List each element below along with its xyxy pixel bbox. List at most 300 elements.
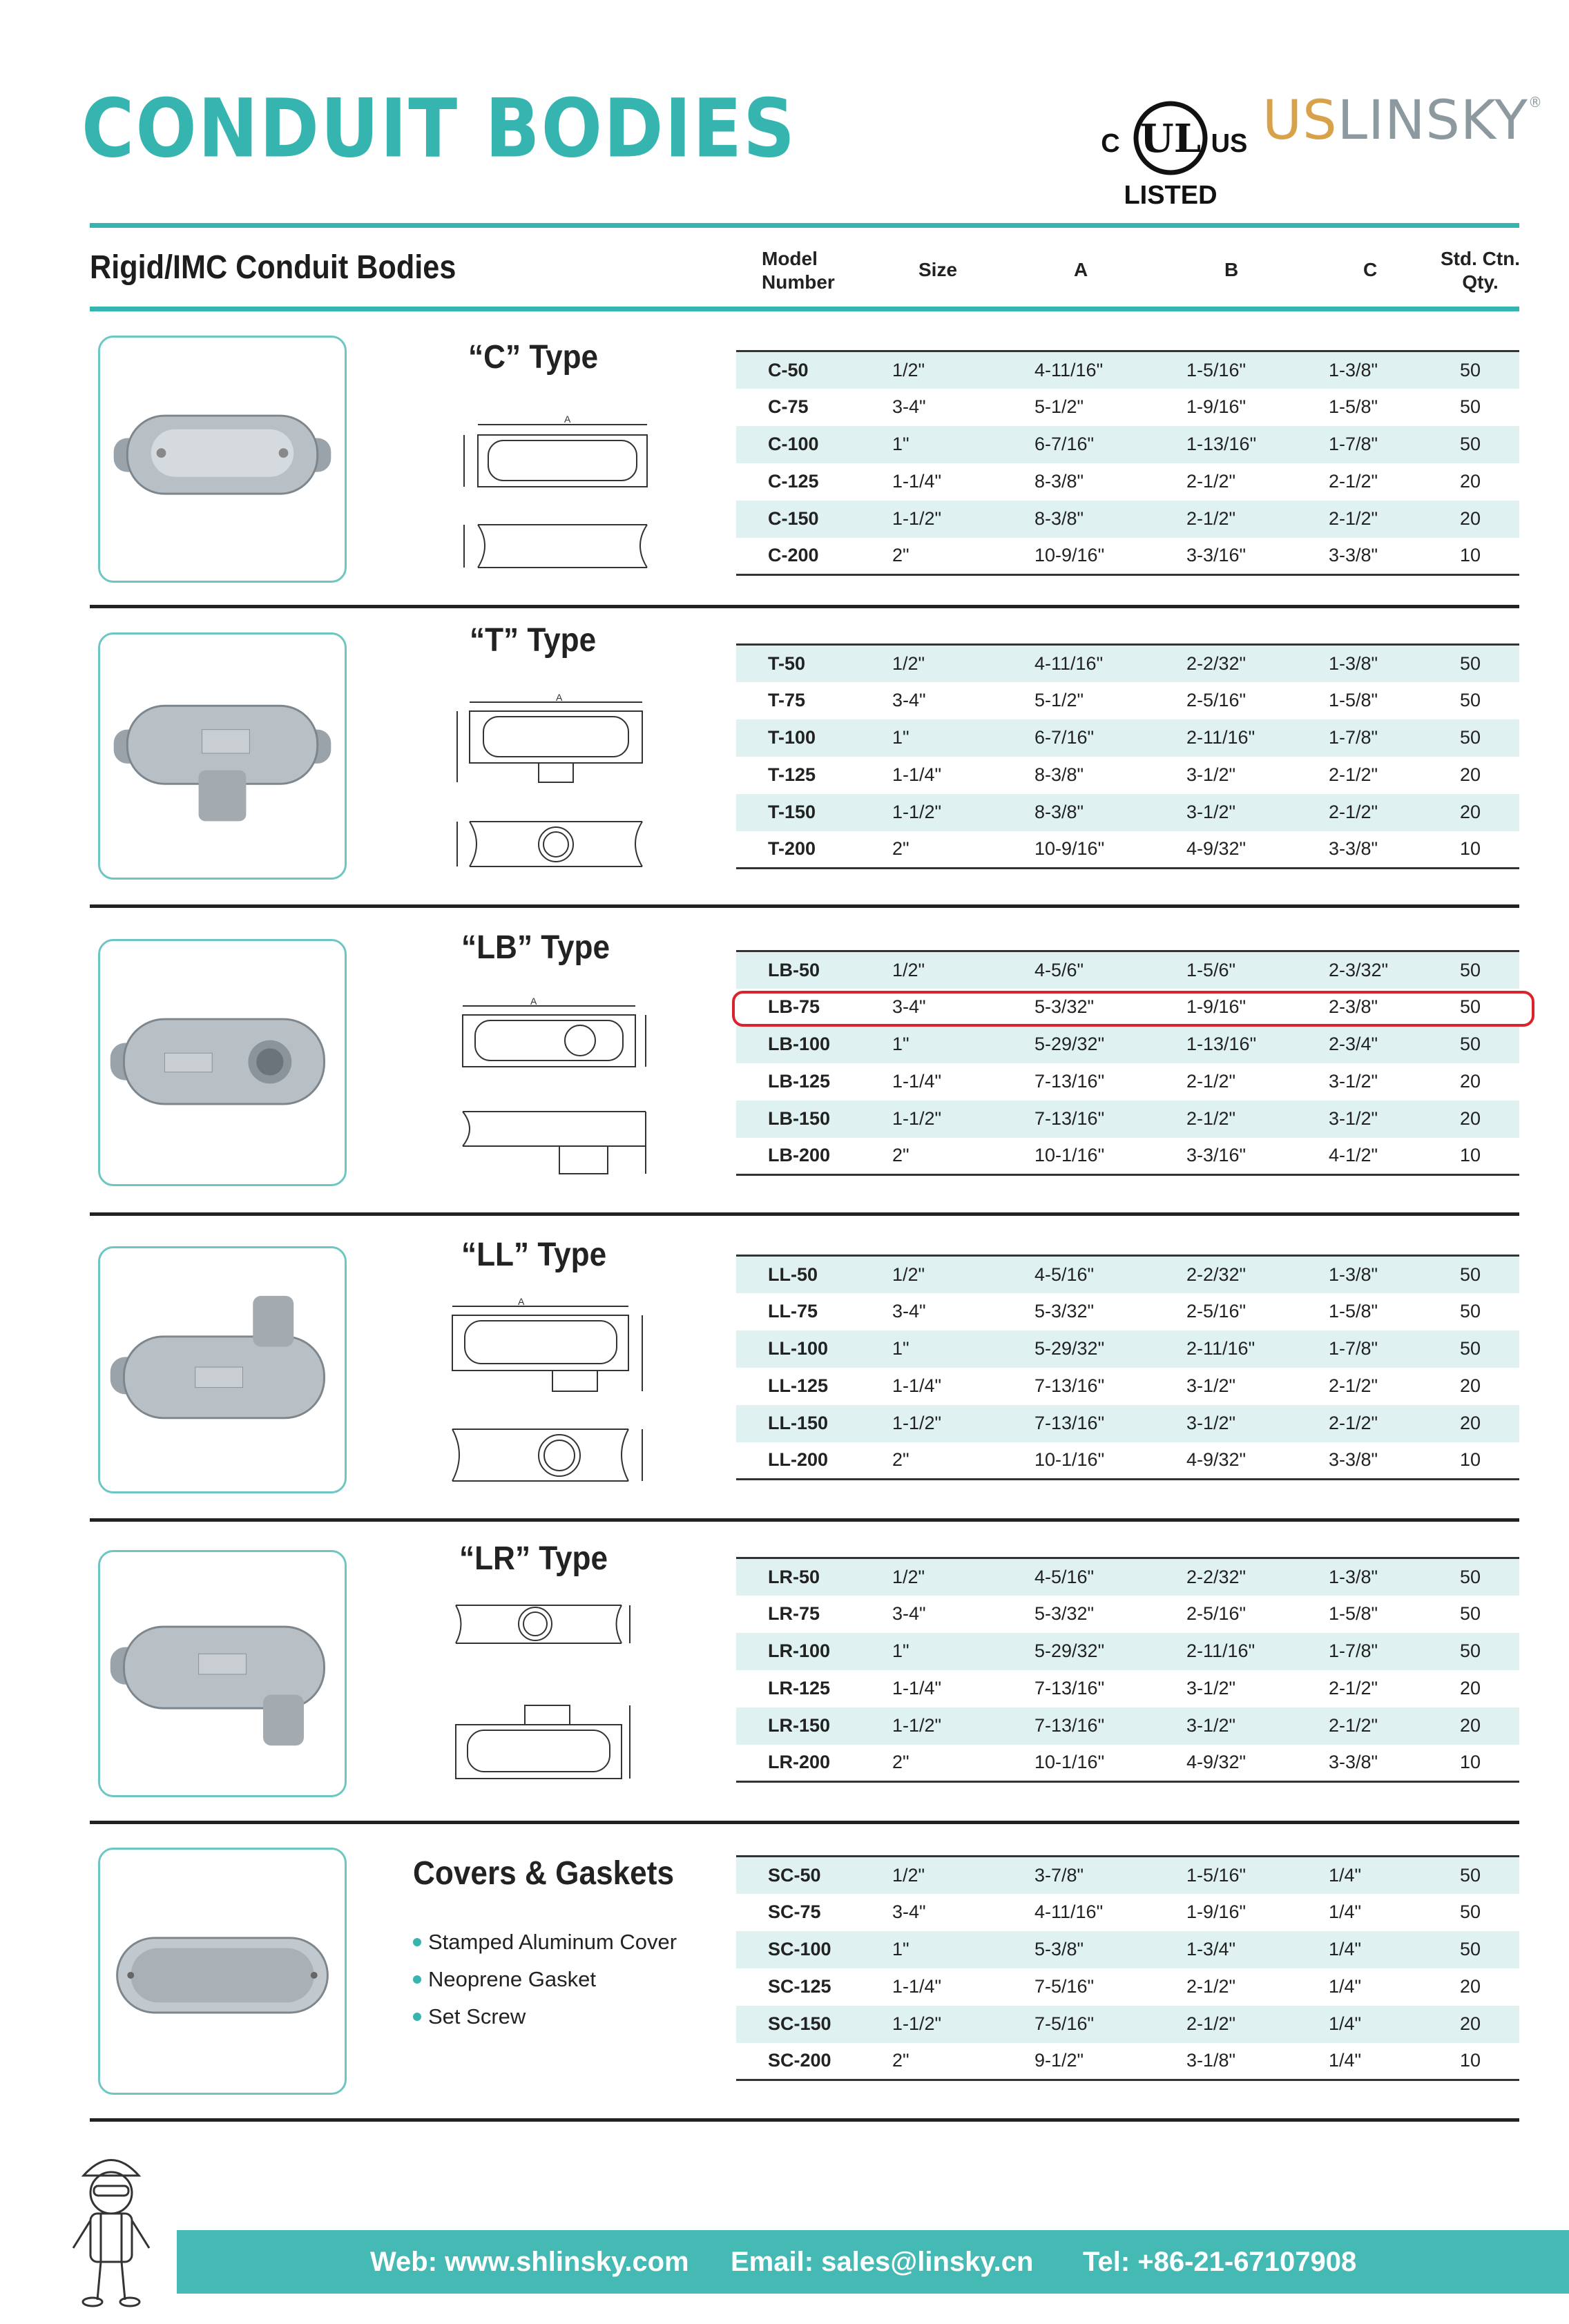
- table-cell: 1-1/4": [892, 764, 942, 785]
- table-cell: LL-75: [768, 1301, 818, 1321]
- table-cell: LB-50: [736, 951, 892, 989]
- ll-type-drawing: [442, 1298, 663, 1491]
- table-cell: 20: [1460, 1678, 1481, 1698]
- table-cell: 2-1/2": [1186, 2006, 1329, 2043]
- table-cell: 2-1/2": [1329, 1375, 1378, 1396]
- table-cell: 50: [1460, 690, 1481, 710]
- table-cell: 1-3/8": [1329, 351, 1432, 389]
- table-cell: 1-7/8": [1329, 719, 1432, 757]
- table-cell: 5-29/32": [1034, 1330, 1186, 1368]
- svg-text:A: A: [564, 414, 571, 425]
- table-row: [736, 351, 1519, 389]
- table-cell: 50: [1460, 1301, 1481, 1321]
- table-row: [736, 538, 1519, 575]
- table-cell: 3-3/16": [1186, 1145, 1246, 1166]
- table-cell: 2-2/32": [1186, 645, 1329, 682]
- table-cell: 2": [892, 545, 909, 566]
- table-cell: 2-1/2": [1329, 471, 1378, 492]
- c-type-drawing: [450, 414, 657, 587]
- table-cell: 2-1/2": [1186, 501, 1329, 538]
- brand-part2: LINSKY: [1337, 90, 1528, 152]
- table-cell: 20: [1432, 794, 1519, 831]
- table-cell: 7-13/16": [1034, 1071, 1105, 1092]
- col-model: Model Number: [762, 248, 835, 293]
- table-row: [736, 1063, 1519, 1101]
- table-cell: 1/2": [892, 1857, 1034, 1894]
- footer-email: Email: sales@linsky.cn: [731, 2246, 1034, 2277]
- col-size: Size: [918, 259, 958, 280]
- table-cell: 1": [892, 426, 1034, 463]
- table-cell: 2-1/2": [1186, 1101, 1329, 1138]
- table-cell: 3-4": [892, 1301, 926, 1321]
- table-cell: LL-50: [736, 1256, 892, 1293]
- table-cell: LL-150: [736, 1405, 892, 1442]
- table-cell: 50: [1432, 1931, 1519, 1968]
- svg-text:A: A: [530, 998, 537, 1007]
- section-subtitle: Rigid/IMC Conduit Bodies: [90, 249, 456, 286]
- table-row: [736, 951, 1519, 989]
- lr-type-title: “LR” Type: [459, 1540, 608, 1577]
- brand-part1: US: [1262, 90, 1338, 152]
- list-item: Stamped Aluminum Cover: [413, 1924, 677, 1961]
- table-row: [736, 719, 1519, 757]
- table-cell: 2-1/2": [1186, 1976, 1236, 1997]
- table-cell: 1-5/8": [1329, 1603, 1378, 1624]
- table-cell: 50: [1432, 1857, 1519, 1894]
- table-row: [736, 2043, 1519, 2080]
- table-cell: 3-1/8": [1186, 2050, 1236, 2071]
- lb-type-table: [736, 950, 1519, 1176]
- table-row: [736, 1857, 1519, 1894]
- table-cell: LL-200: [768, 1449, 829, 1471]
- table-cell: LB-100: [736, 1026, 892, 1063]
- table-row: [736, 1894, 1519, 1931]
- table-cell: 3-1/2": [1186, 1405, 1329, 1442]
- table-cell: 8-3/8": [1034, 501, 1186, 538]
- table-cell: 1/4": [1329, 2006, 1432, 2043]
- table-cell: 1-1/2": [892, 794, 1034, 831]
- table-cell: 2-1/2": [1186, 471, 1236, 492]
- table-cell: C-100: [736, 426, 892, 463]
- table-cell: 50: [1460, 1901, 1481, 1922]
- table-cell: 2-11/16": [1186, 1330, 1329, 1368]
- table-cell: 1/4": [1329, 1976, 1362, 1997]
- table-cell: 20: [1432, 2006, 1519, 2043]
- table-cell: 3-4": [892, 690, 926, 710]
- table-cell: 4-11/16": [1034, 351, 1186, 389]
- table-cell: 2-1/2": [1329, 764, 1378, 785]
- table-row: [736, 2006, 1519, 2043]
- table-cell: 2": [892, 1449, 909, 1471]
- table-cell: 1": [892, 1330, 1034, 1368]
- table-cell: C-200: [768, 545, 819, 566]
- col-b: B: [1224, 259, 1239, 280]
- table-cell: 3-1/2": [1186, 1707, 1329, 1745]
- highlighted-row-outline: [732, 991, 1534, 1027]
- covers-feature-list: [413, 1924, 677, 2035]
- table-cell: 3-1/2": [1186, 794, 1329, 831]
- table-cell: 1-5/8": [1329, 1301, 1378, 1321]
- table-cell: 50: [1432, 351, 1519, 389]
- table-cell: 10: [1460, 2050, 1481, 2071]
- table-cell: 1-5/8": [1329, 690, 1378, 710]
- footer-web: Web: www.shlinsky.com: [370, 2246, 689, 2277]
- table-cell: 5-29/32": [1034, 1633, 1186, 1670]
- table-row: [736, 1026, 1519, 1063]
- t-type-table: [736, 643, 1519, 869]
- covers-title: Covers & Gaskets: [413, 1855, 675, 1892]
- header-rule-bottom: [90, 307, 1519, 311]
- ul-right-text: US: [1211, 129, 1248, 158]
- table-row: [736, 682, 1519, 719]
- table-row: [736, 1405, 1519, 1442]
- section-divider: [90, 1518, 1519, 1522]
- table-row: [736, 1558, 1519, 1596]
- table-cell: LR-100: [736, 1633, 892, 1670]
- table-cell: 2-2/32": [1186, 1256, 1329, 1293]
- table-row: [736, 757, 1519, 794]
- table-cell: LR-150: [736, 1707, 892, 1745]
- table-cell: 1-7/8": [1329, 426, 1432, 463]
- lb-type-title: “LB” Type: [461, 929, 610, 966]
- ll-type-table: [736, 1255, 1519, 1480]
- table-cell: LR-125: [768, 1678, 831, 1698]
- table-row: [736, 1330, 1519, 1368]
- table-cell: 7-13/16": [1034, 1375, 1105, 1396]
- table-cell: 3-3/16": [1186, 545, 1246, 566]
- table-cell: 6-7/16": [1034, 426, 1186, 463]
- table-row: [736, 1368, 1519, 1405]
- c-type-table: [736, 350, 1519, 576]
- table-cell: SC-100: [736, 1931, 892, 1968]
- table-cell: 8-3/8": [1034, 764, 1084, 785]
- table-cell: 5-1/2": [1034, 690, 1084, 710]
- table-cell: 1-1/2": [892, 1101, 1034, 1138]
- table-cell: 50: [1432, 1256, 1519, 1293]
- table-cell: 2-11/16": [1186, 1633, 1329, 1670]
- bullet-dot-icon: [413, 1975, 421, 1984]
- table-cell: 10: [1460, 1449, 1481, 1471]
- table-cell: 2-5/16": [1186, 1603, 1246, 1624]
- table-cell: 1/4": [1329, 1857, 1432, 1894]
- table-cell: 20: [1432, 501, 1519, 538]
- table-cell: 3-4": [892, 1901, 926, 1922]
- table-cell: 1-1/2": [892, 1405, 1034, 1442]
- ul-listed-mark: [1091, 97, 1250, 214]
- table-cell: 1-1/4": [892, 471, 942, 492]
- c-type-photo: [98, 336, 347, 583]
- table-cell: 10-1/16": [1034, 1752, 1105, 1773]
- table-cell: 2-1/2": [1329, 501, 1432, 538]
- table-row: [736, 645, 1519, 682]
- table-cell: 2": [892, 1145, 909, 1166]
- table-cell: 3-7/8": [1034, 1857, 1186, 1894]
- table-cell: 1-5/6": [1186, 951, 1329, 989]
- table-cell: 1-3/4": [1186, 1931, 1329, 1968]
- table-cell: 50: [1460, 996, 1481, 1017]
- table-row: [736, 831, 1519, 869]
- table-cell: 1-1/2": [892, 501, 1034, 538]
- lr-type-drawing: [449, 1602, 656, 1809]
- table-cell: LR-75: [768, 1603, 820, 1624]
- table-cell: 2-3/4": [1329, 1026, 1432, 1063]
- table-cell: 10: [1460, 838, 1481, 860]
- table-cell: 1-1/4": [892, 1678, 942, 1698]
- table-row: [736, 389, 1519, 426]
- table-cell: LB-200: [768, 1145, 831, 1166]
- brand-logo: [1262, 90, 1543, 152]
- table-cell: 3-1/2": [1186, 1678, 1236, 1698]
- table-cell: 1/2": [892, 351, 1034, 389]
- table-cell: SC-200: [768, 2050, 831, 2071]
- bullet-dot-icon: [413, 1938, 421, 1946]
- svg-text:A: A: [556, 694, 563, 703]
- table-cell: 1/2": [892, 1256, 1034, 1293]
- table-cell: 3-3/8": [1329, 1449, 1378, 1471]
- table-cell: 10-1/16": [1034, 1449, 1105, 1471]
- table-cell: 1-5/16": [1186, 1857, 1329, 1894]
- table-cell: 1-3/8": [1329, 1558, 1432, 1596]
- table-cell: 50: [1432, 719, 1519, 757]
- table-row: [736, 1442, 1519, 1480]
- table-cell: 3-3/8": [1329, 545, 1378, 566]
- c-type-title: “C” Type: [468, 339, 599, 376]
- table-cell: SC-125: [768, 1976, 831, 1997]
- table-row: [736, 794, 1519, 831]
- table-cell: 4-9/32": [1186, 1752, 1246, 1773]
- table-cell: 1/2": [892, 951, 1034, 989]
- table-cell: 20: [1460, 1071, 1481, 1092]
- table-cell: 9-1/2": [1034, 2050, 1084, 2071]
- svg-text:A: A: [518, 1298, 525, 1307]
- table-cell: 20: [1460, 1375, 1481, 1396]
- table-cell: LR-200: [768, 1752, 831, 1773]
- table-cell: 4-11/16": [1034, 645, 1186, 682]
- table-cell: 7-5/16": [1034, 2006, 1186, 2043]
- table-cell: 5-3/32": [1034, 1301, 1095, 1321]
- table-cell: 1": [892, 1026, 1034, 1063]
- contact-footer: [177, 2230, 1569, 2294]
- table-cell: C-50: [736, 351, 892, 389]
- table-cell: 50: [1432, 1026, 1519, 1063]
- table-cell: 20: [1460, 1976, 1481, 1997]
- table-cell: 4-11/16": [1034, 1901, 1104, 1922]
- table-cell: 1": [892, 719, 1034, 757]
- table-cell: T-75: [768, 690, 806, 710]
- table-cell: 1/4": [1329, 2050, 1362, 2071]
- table-cell: 4-5/16": [1034, 1256, 1186, 1293]
- table-cell: 3-4": [892, 1603, 926, 1624]
- table-cell: 50: [1432, 1330, 1519, 1368]
- table-cell: 1-9/16": [1186, 1901, 1246, 1922]
- table-cell: LB-125: [768, 1071, 831, 1092]
- table-cell: 2-3/8": [1329, 996, 1378, 1017]
- table-row: [736, 1293, 1519, 1330]
- table-cell: T-100: [736, 719, 892, 757]
- table-row: [736, 1101, 1519, 1138]
- t-type-title: “T” Type: [470, 622, 597, 659]
- lr-type-photo: [98, 1550, 347, 1797]
- ul-bottom-text: LISTED: [1124, 181, 1217, 210]
- section-divider: [90, 1212, 1519, 1216]
- table-cell: 2-1/2": [1329, 1678, 1378, 1698]
- section-divider: [90, 605, 1519, 608]
- table-cell: 2-2/32": [1186, 1558, 1329, 1596]
- table-cell: 5-3/8": [1034, 1931, 1186, 1968]
- table-cell: 2": [892, 1752, 909, 1773]
- brand-registered: ®: [1528, 94, 1543, 110]
- table-cell: 3-1/2": [1186, 1375, 1236, 1396]
- table-cell: 1-1/2": [892, 2006, 1034, 2043]
- lb-type-drawing: [449, 998, 663, 1184]
- table-cell: LB-150: [736, 1101, 892, 1138]
- table-cell: 3-1/2": [1186, 764, 1236, 785]
- table-cell: 5-1/2": [1034, 396, 1084, 417]
- col-a: A: [1074, 259, 1088, 280]
- t-type-photo: [98, 632, 347, 880]
- table-cell: 2-1/2": [1329, 1707, 1432, 1745]
- table-cell: 1/2": [892, 1558, 1034, 1596]
- table-cell: 50: [1432, 951, 1519, 989]
- ll-type-title: “LL” Type: [461, 1237, 607, 1273]
- col-qty: Std. Ctn. Qty.: [1441, 248, 1521, 293]
- table-cell: LL-100: [736, 1330, 892, 1368]
- table-cell: 2-5/16": [1186, 690, 1246, 710]
- table-cell: 10-1/16": [1034, 1145, 1105, 1166]
- table-row: [736, 1670, 1519, 1707]
- table-row: [736, 1256, 1519, 1293]
- table-cell: 1-13/16": [1186, 1026, 1329, 1063]
- lr-type-table: [736, 1557, 1519, 1783]
- table-cell: 10-9/16": [1034, 545, 1105, 566]
- table-cell: 1-3/8": [1329, 1256, 1432, 1293]
- t-type-drawing: [442, 694, 663, 873]
- table-cell: 2-1/2": [1329, 794, 1432, 831]
- ll-type-photo: [98, 1246, 347, 1493]
- table-row: [736, 1707, 1519, 1745]
- section-divider: [90, 1821, 1519, 1824]
- header-rule-top: [90, 223, 1519, 228]
- table-cell: 1-7/8": [1329, 1633, 1432, 1670]
- table-cell: 20: [1432, 1707, 1519, 1745]
- table-cell: 7-13/16": [1034, 1101, 1186, 1138]
- table-cell: 7-5/16": [1034, 1976, 1095, 1997]
- table-cell: C-75: [768, 396, 809, 417]
- table-cell: 1-1/2": [892, 1707, 1034, 1745]
- list-item: Set Screw: [413, 1998, 677, 2035]
- table-cell: 1-7/8": [1329, 1330, 1432, 1368]
- table-cell: 1-13/16": [1186, 426, 1329, 463]
- table-cell: 1-1/4": [892, 1071, 942, 1092]
- table-cell: 1-5/16": [1186, 351, 1329, 389]
- table-cell: 8-3/8": [1034, 794, 1186, 831]
- table-cell: C-150: [736, 501, 892, 538]
- page-title: CONDUIT BODIES: [81, 81, 797, 176]
- table-cell: 1-9/16": [1186, 996, 1246, 1017]
- table-row: [736, 501, 1519, 538]
- table-cell: 6-7/16": [1034, 719, 1186, 757]
- table-cell: T-125: [768, 764, 816, 785]
- lb-type-photo: [98, 939, 347, 1186]
- table-cell: 1-1/4": [892, 1375, 942, 1396]
- table-cell: 50: [1432, 1558, 1519, 1596]
- table-cell: 50: [1460, 1603, 1481, 1624]
- table-cell: 5-3/32": [1034, 996, 1095, 1017]
- table-cell: 8-3/8": [1034, 471, 1084, 492]
- table-cell: 2-1/2": [1186, 1071, 1236, 1092]
- table-cell: LR-50: [736, 1558, 892, 1596]
- table-row: [736, 463, 1519, 501]
- table-cell: 4-9/32": [1186, 1449, 1246, 1471]
- table-cell: 3-3/8": [1329, 1752, 1378, 1773]
- table-cell: 3-1/2": [1329, 1071, 1378, 1092]
- table-cell: 2-5/16": [1186, 1301, 1246, 1321]
- table-cell: SC-150: [736, 2006, 892, 2043]
- table-row: [736, 426, 1519, 463]
- table-cell: 2-1/2": [1329, 1405, 1432, 1442]
- table-cell: 2": [892, 838, 909, 860]
- table-cell: 7-13/16": [1034, 1707, 1186, 1745]
- table-cell: 2": [892, 2050, 909, 2071]
- table-cell: 3-1/2": [1329, 1101, 1432, 1138]
- table-cell: 4-1/2": [1329, 1145, 1378, 1166]
- table-row: [736, 1745, 1519, 1782]
- table-cell: 7-13/16": [1034, 1405, 1186, 1442]
- table-cell: 20: [1432, 1101, 1519, 1138]
- table-cell: 10: [1460, 1752, 1481, 1773]
- table-cell: 2-11/16": [1186, 719, 1329, 757]
- table-row: [736, 1968, 1519, 2006]
- table-cell: 20: [1432, 1405, 1519, 1442]
- table-row: [736, 1633, 1519, 1670]
- table-cell: LL-125: [768, 1375, 829, 1396]
- table-cell: 1-5/8": [1329, 396, 1378, 417]
- table-cell: 10: [1460, 1145, 1481, 1166]
- table-cell: 1-9/16": [1186, 396, 1246, 417]
- table-cell: 4-5/6": [1034, 951, 1186, 989]
- table-cell: C-125: [768, 471, 819, 492]
- table-cell: 2-3/32": [1329, 951, 1432, 989]
- table-cell: 10: [1460, 545, 1481, 566]
- table-cell: LB-75: [768, 996, 820, 1017]
- table-cell: 4-9/32": [1186, 838, 1246, 860]
- section-divider: [90, 2118, 1519, 2122]
- covers-table: [736, 1855, 1519, 2081]
- table-cell: 20: [1460, 471, 1481, 492]
- table-cell: 7-13/16": [1034, 1678, 1105, 1698]
- table-cell: 50: [1432, 645, 1519, 682]
- table-cell: 1": [892, 1931, 1034, 1968]
- table-cell: 3-3/8": [1329, 838, 1378, 860]
- mascot-worker-icon: [66, 2144, 156, 2310]
- section-divider: [90, 904, 1519, 908]
- table-cell: 10-9/16": [1034, 838, 1105, 860]
- table-cell: 3-4": [892, 396, 926, 417]
- ul-left-text: C: [1101, 129, 1120, 158]
- table-cell: 4-5/16": [1034, 1558, 1186, 1596]
- table-cell: 1-3/8": [1329, 645, 1432, 682]
- table-cell: 5-29/32": [1034, 1026, 1186, 1063]
- table-cell: 50: [1432, 1633, 1519, 1670]
- table-cell: 3-4": [892, 996, 926, 1017]
- cover-photo: [98, 1848, 347, 2095]
- table-cell: T-50: [736, 645, 892, 682]
- table-cell: 1/4": [1329, 1931, 1432, 1968]
- col-c: C: [1363, 259, 1378, 280]
- table-row: [736, 1931, 1519, 1968]
- table-cell: T-200: [768, 838, 816, 860]
- table-cell: T-150: [736, 794, 892, 831]
